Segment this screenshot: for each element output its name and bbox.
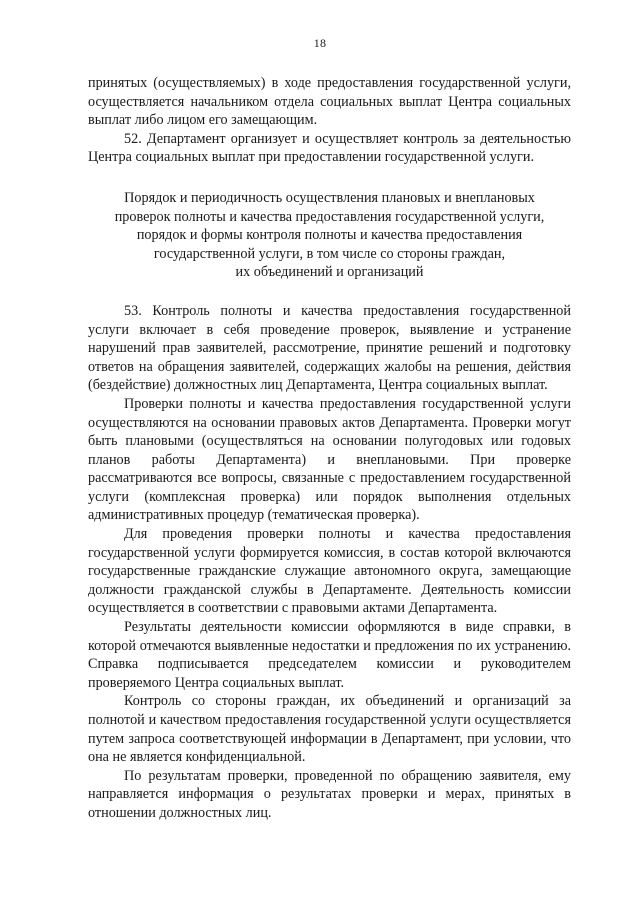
paragraph-citizen-control: Контроль со стороны граждан, их объединений и организаций за полнотой и качеством предоставления государственной услуги осуществляется путем запроса соответствующей информации в Департамент, при условии, что она не является конфиденциальной. [88, 693, 571, 766]
heading-line: порядок и формы контроля полноты и качества предоставления [136, 227, 523, 244]
paragraph-commission: Для проведения проверки полноты и качества предоставления государственной услуги формируется комиссия, в состав которой включаются государственные гражданские служащие автономного округа, замещающие должности гражданской службы в Департаменте. Деятельность комиссии осуществляется в соответствии с правовыми актами Департамента. [88, 526, 571, 617]
heading-line: Порядок и периодичность осуществления плановых и внеплановых [124, 189, 535, 206]
heading-line: их объединений и организаций [235, 264, 424, 281]
section-heading [88, 189, 571, 282]
paragraph-52: 52. Департамент организует и осуществляет контроль за деятельностью Центра социальных выплат при предоставлении государственной услуги. [88, 130, 571, 166]
paragraph-inspections: Проверки полноты и качества предоставления государственной услуги осуществляются на основании правовых актов Департамента. Проверки могут быть плановыми (осуществляться на основании полугодовых или годовых планов работы Департамента) и внеплановыми. При проверке рассматриваются все вопросы, связанные с предоставлением государственной услуги (комплексная проверка) или порядок выполнения отдельных административных процедур (тематическая проверка). [88, 395, 571, 524]
paragraph-results: Результаты деятельности комиссии оформляются в виде справки, в которой отмечаются выявленные недостатки и предложения по их устранению. Справка подписывается председателем комиссии и руководителем проверяемого Центра социальных выплат. [88, 619, 571, 691]
document-body [88, 74, 571, 823]
paragraph-53: 53. Контроль полноты и качества предоставления государственной услуги включает в себя проведение проверок, выявление и устранение нарушений прав заявителей, рассмотрение, принятие решений и подготовку ответов на обращения заявителей, содержащих жалобы на решения, действия (бездействие) должностных лиц Департамента, Центра социальных выплат. [88, 302, 571, 394]
continuation-paragraph: принятых (осуществляемых) в ходе предоставления государственной услуги, осуществляется начальником отдела социальных выплат Центра социальных выплат либо лицом его замещающим. [88, 75, 571, 129]
paragraph-applicant-info: По результатам проверки, проведенной по обращению заявителя, ему направляется информация о результатах проверки и мерах, принятых в отношении должностных лиц. [88, 767, 571, 821]
heading-line: проверок полноты и качества предоставления государственной услуги, [114, 208, 545, 225]
heading-line: государственной услуги, в том числе со стороны граждан, [153, 245, 506, 262]
page-number: 18 [313, 36, 327, 50]
